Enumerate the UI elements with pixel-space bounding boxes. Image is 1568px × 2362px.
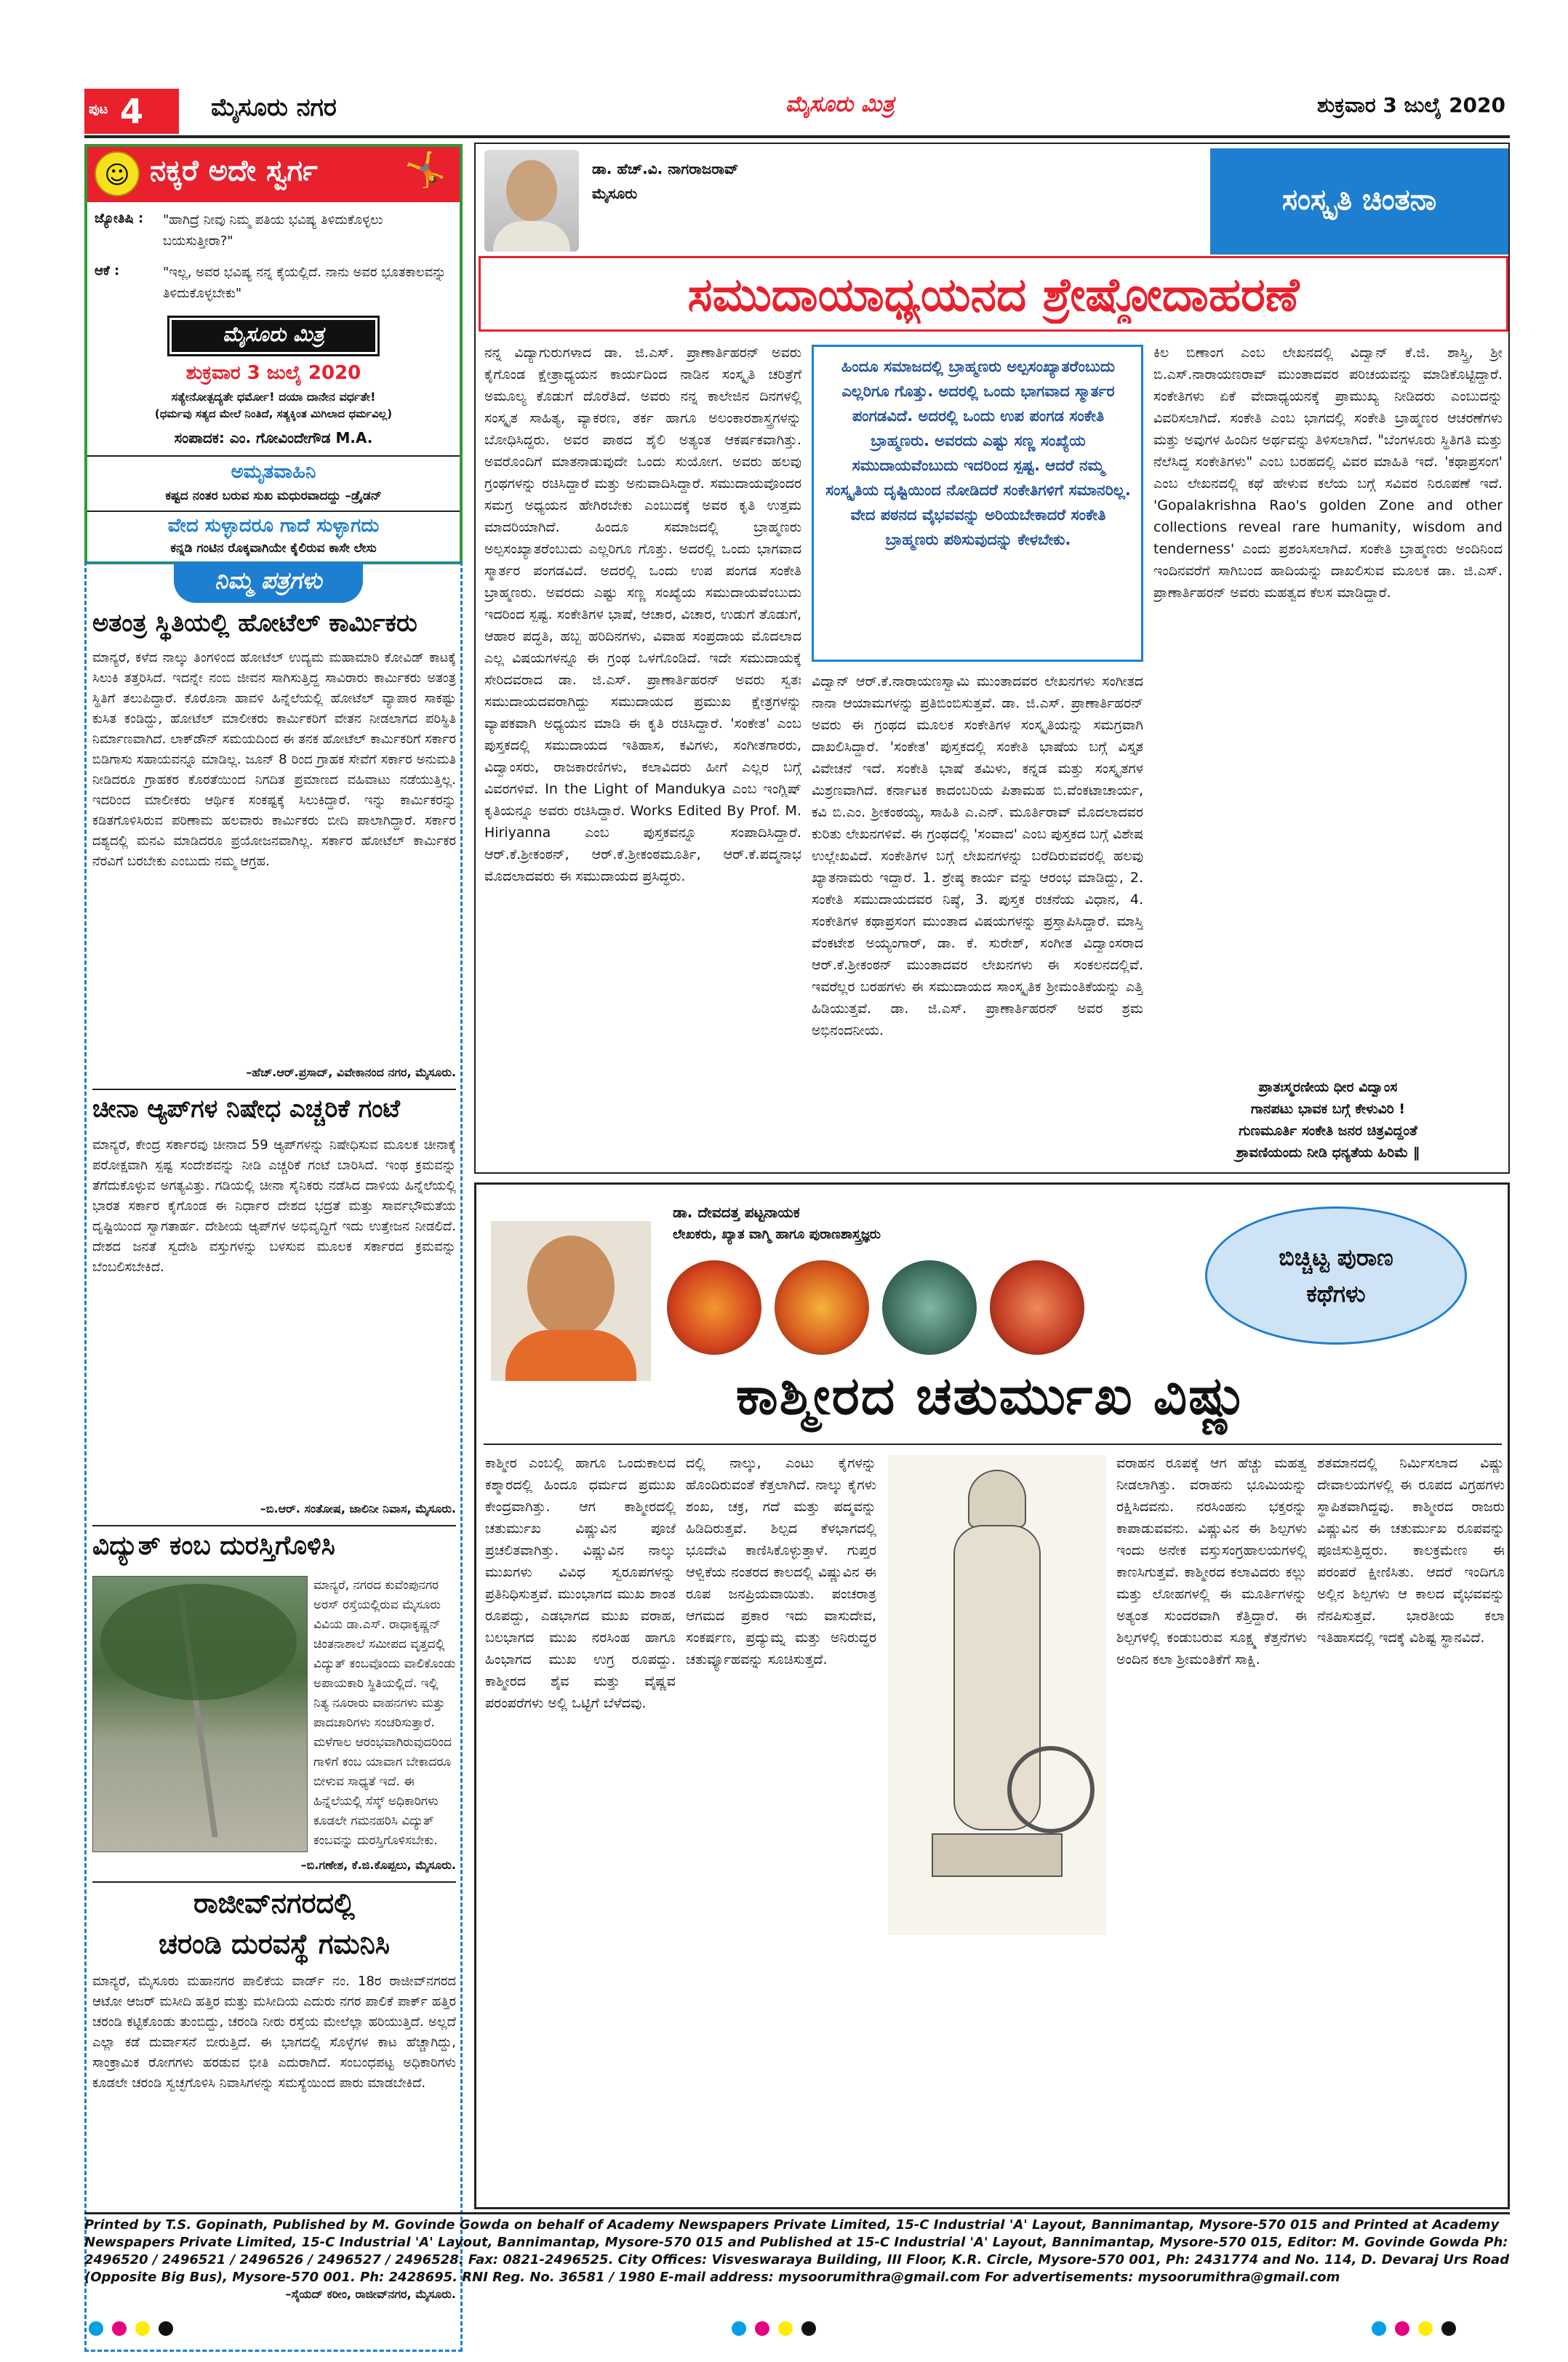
- verse-line-2: ಗಾನಪಟು ಭಾವಕ ಬಗ್ಗೆ ಕೇಳುವಿರಿ !: [1250, 1101, 1406, 1117]
- joke-title-banner: [87, 147, 460, 202]
- sanskriti-article: [474, 143, 1510, 1174]
- letter-4-headline-1: ರಾಜೀವ್‌ನಗರದಲ್ಲಿ: [193, 1887, 355, 1919]
- letter-2-headline: ಚೀನಾ ಆ್ಯಪ್‌ಗಳ ನಿಷೇಧ ಎಚ್ಚರಿಕೆ ಗಂಟೆ: [92, 1094, 400, 1124]
- letter-4-signature: –ಸೈಯದ್ ಕರೀಂ, ರಾಜೀವ್‌ನಗರ, ಮೈಸೂರು.: [285, 2287, 456, 2301]
- page-label: ಪುಟ: [89, 102, 108, 117]
- deity-mask-4: [990, 1260, 1084, 1355]
- letters-section: [84, 561, 463, 2352]
- magenta-dot: [1395, 2321, 1409, 2336]
- letter-3-signature: –ಬಿ.ಗಣೇಶ, ಕೆ.ಜಿ.ಕೊಪ್ಪಲು, ಮೈಸೂರು.: [300, 1858, 456, 1872]
- letter-2-signature: –ಬಿ.ಆರ್. ಸಂತೋಷ, ಜಾಲಿನೀ ನಿವಾಸ, ಮೈಸೂರು.: [260, 1502, 456, 1516]
- registration-dots-right: [1367, 2321, 1513, 2342]
- sanskriti-col-3: ಕಿಲ ಬಿಣಾಂಗ ಎಂಬ ಲೇಖನದಲ್ಲಿ ವಿದ್ವಾನ್ ಕೆ.ಜಿ. ಶಾಸ್ತ್ರಿ, ಶ್ರೀ ಬಿ.ಎಸ್.ನಾರಾಯಣರಾವ್ ಮುಂತಾದವರ ಪರಿಚಯವನ್ನು ಮಾಡಿಕೊಟ್ಟಿದ್ದಾರೆ. ಸಂಕೇತಿಗಳು ಏಕೆ ವೇದಾಧ್ಯಯನಕ್ಕೆ ಪ್ರಾಮುಖ್ಯ ನೀಡಿದರು ಎಂಬುದನ್ನು ವಿವರಿಸಲಾಗಿದೆ. ಸಂಕೇತಿ ಎಂಬ ಭಾಗದಲ್ಲಿ ಸಂಕೇತಿ ಬ್ರಾಹ್ಮಣರ ಆಚರಣೆಗಳು ಮತ್ತು ಅವುಗಳ ಹಿಂದಿನ ಅರ್ಥವನ್ನು ತಿಳಿಸಲಾಗಿದೆ. "ಬೆಂಗಳೂರು ಸ್ಥಿತಿಗತಿ ಮತ್ತು ನೆಲೆಸಿದ್ದ ಸಂಕೇತಿಗಳು" ಎಂಬ ಬರಹದಲ್ಲಿ ವಿವರ ಮಾಹಿತಿ ಇದೆ. 'ಕಥಾಪ್ರಸಂಗ' ಎಂಬ ಲೇಖನದಲ್ಲಿ ಕಥೆ ಹೇಳುವ ಕಲೆಯ ಬಗ್ಗೆ ಸವಿವರ ನಿರೂಪಣೆ ಇದೆ. 'Gopalakrishna Rao's golden Zone and other collections reveal rare humanity, wisdom and tenderness' ಎಂದು ಪ್ರಶಂಸಿಸಲಾಗಿದೆ. ಸಂಕೇತಿ ಬ್ರಾಹ್ಮಣರು ಅಂದಿನಿಂದ ಇಂದಿನವರೆಗೆ ಸಾಗಿಬಂದ ಹಾದಿಯನ್ನು ದಾಖಲಿಸುವ ಮೂಲಕ ಡಾ. ಜಿ.ಎಸ್. ಪ್ರಾಣಾರ್ತಿಹರನ್ ಅವರು ಮಹತ್ವದ ಕೆಲಸ ಮಾಡಿದ್ದಾರೆ.: [1153, 345, 1503, 601]
- joke-divider-2: [87, 511, 460, 512]
- author-name: ಡಾ. ಹೆಚ್.ವಿ. ನಾಗರಾಜರಾವ್: [592, 160, 739, 177]
- veda-text: ಕನ್ನಡಿ ಗಂಟಿನ ರೊಕ್ಕವಾಗಿಯೇ ಕೈಲಿರುವ ಕಾಸೇ ಲೇಸು: [170, 541, 377, 556]
- letter-2-body: ಮಾನ್ಯರೆ, ಕೇಂದ್ರ ಸರ್ಕಾರವು ಚೀನಾದ 59 ಆ್ಯಪ್‌ಗಳನ್ನು ನಿಷೇಧಿಸುವ ಮೂಲಕ ಚೀನಾಕ್ಕೆ ಪರೋಕ್ಷವಾಗಿ ಸ್ಪಷ್ಟ ಸಂದೇಶವನ್ನು ನೀಡಿ ಎಚ್ಚರಿಕೆ ಗಂಟೆ ಬಾರಿಸಿದೆ. ಇಂಥ ಕ್ರಮವನ್ನು ತೆಗೆದುಕೊಳ್ಳುವ ಅಗತ್ಯವಿತ್ತು. ಗಡಿಯಲ್ಲಿ ಚೀನಾ ಸೈನಿಕರು ನಡೆಸಿದ ದಾಳಿಯ ಹಿನ್ನೆಲೆಯಲ್ಲಿ ಭಾರತ ಸರ್ಕಾರ ಕೈಗೊಂಡ ಈ ನಿರ್ಧಾರ ದೇಶದ ಭದ್ರತೆ ಮತ್ತು ಸಾರ್ವಭೌಮತೆಯ ದೃಷ್ಟಿಯಿಂದ ಸ್ವಾಗತಾರ್ಹ. ದೇಶೀಯ ಆ್ಯಪ್‌ಗಳ ಅಭಿವೃದ್ಧಿಗೆ ಇದು ಉತ್ತೇಜನ ನೀಡಲಿದೆ. ದೇಶದ ಜನತೆ ಸ್ವದೇಶಿ ವಸ್ತುಗಳನ್ನು ಬಳಸುವ ಮೂಲಕ ಸರ್ಕಾರದ ಕ್ರಮವನ್ನು ಬೆಂಬಲಿಸಬೇಕಿದೆ.: [92, 1137, 456, 1275]
- purana-author-head-shape: [527, 1236, 615, 1337]
- masthead-box-logo-text: ಮೈಸೂರು ಮಿತ್ರ: [223, 322, 324, 346]
- masthead-box-logo: [167, 316, 380, 356]
- letter-1-signature: –ಹೆಚ್.ಆರ್.ಪ್ರಸಾದ್, ವಿವೇಕಾನಂದ ನಗರ, ಮೈಸೂರು.: [246, 1065, 456, 1079]
- joke-q-label: ಜ್ಯೋತಿಷಿ :: [95, 211, 144, 226]
- footer-rule: [84, 2212, 1510, 2214]
- letter-1-body: ಮಾನ್ಯರೆ, ಕಳೆದ ನಾಲ್ಕು ತಿಂಗಳಿಂದ ಹೋಟೆಲ್ ಉದ್ಯಮ ಮಹಾಮಾರಿ ಕೋವಿಡ್ ಕಾಟಕ್ಕೆ ಸಿಲುಕಿ ತತ್ತರಿಸಿದೆ. ಇದನ್ನೇ ನಂಬಿ ಜೀವನ ಸಾಗಿಸುತ್ತಿದ್ದ ಸಾವಿರಾರು ಕಾರ್ಮಿಕರು ಅತಂತ್ರ ಸ್ಥಿತಿಗೆ ತಲುಪಿದ್ದಾರೆ. ಕೊರೊನಾ ಹಾವಳಿ ಹಿನ್ನೆಲೆಯಲ್ಲಿ ಹೋಟೆಲ್ ವ್ಯಾಪಾರ ಸಾಕಷ್ಟು ಕುಸಿತ ಕಂಡಿದ್ದು, ಹೋಟೆಲ್ ಮಾಲೀಕರು ಕಾರ್ಮಿಕರಿಗೆ ವೇತನ ನೀಡಲಾಗದ ಪರಿಸ್ಥಿತಿ ನಿರ್ಮಾಣವಾಗಿದೆ. ಲಾಕ್‌ಡೌನ್ ಸಮಯದಿಂದ ಈ ತನಕ ಹೋಟೆಲ್ ಕಾರ್ಮಿಕರಿಗೆ ಸರ್ಕಾರ ಬಿಡಿಗಾಸು ಸಹಾಯವನ್ನೂ ಮಾಡಿಲ್ಲ. ಜೂನ್ 8 ರಿಂದ ಗ್ರಾಹಕ ಸೇವೆಗೆ ಸರ್ಕಾರ ಅನುಮತಿ ನೀಡಿದರೂ ಗ್ರಾಹಕರ ಕೊರತೆಯಿಂದ ನಿಗದಿತ ಪ್ರಮಾಣದ ವಹಿವಾಟು ನಡೆಯುತ್ತಿಲ್ಲ. ಇದರಿಂದ ಮಾಲೀಕರು ಆರ್ಥಿಕ ಸಂಕಷ್ಟಕ್ಕೆ ಸಿಲುಕಿದ್ದಾರೆ. ಇನ್ನು ಕಾರ್ಮಿಕರನ್ನು ಕಡಿತಗೊಳಿಸಿರುವ ಪರಿಣಾಮ ಹಲವಾರು ಕಾರ್ಮಿಕರು ಬೀದಿ ಪಾಲಾಗಿದ್ದಾರೆ. ಸರ್ಕಾರ ದಶ್ಯದಲ್ಲಿ ಮನವಿ ಮಾಡಿದರೂ ಪ್ರಯೋಜನವಾಗಿಲ್ಲ. ಸರ್ಕಾರ ಹೋಟೆಲ್ ಕಾರ್ಮಿಕರ ನೆರವಿಗೆ ಬರಬೇಕು ಎಂಬುದು ನಮ್ಮ ಆಗ್ರಹ.: [92, 650, 456, 869]
- column-title-band: [1210, 148, 1508, 255]
- purana-col-2: ದಲ್ಲಿ ನಾಲ್ಕು, ಎಂಟು ಕೈಗಳನ್ನು ಹೊಂದಿರುವಂತೆ ಕೆತ್ತಲಾಗಿದೆ. ನಾಲ್ಕು ಕೈಗಳು ಶಂಖ, ಚಕ್ರ, ಗದೆ ಮತ್ತು ಪದ್ಮವನ್ನು ಹಿಡಿದಿರುತ್ತವೆ. ಶಿಲ್ಪದ ಕೆಳಭಾಗದಲ್ಲಿ ಭೂದೇವಿ ಕಾಣಿಸಿಕೊಳ್ಳುತ್ತಾಳೆ. ಗುಪ್ತರ ಆಳ್ವಿಕೆಯ ನಂತರದ ಕಾಲದಲ್ಲಿ ವಿಷ್ಣುವಿನ ಈ ರೂಪ ಜನಪ್ರಿಯವಾಯಿತು. ಪಂಚರಾತ್ರ ಆಗಮದ ಪ್ರಕಾರ ಇದು ವಾಸುದೇವ, ಸಂಕರ್ಷಣ, ಪ್ರದ್ಯುಮ್ನ ಮತ್ತು ಅನಿರುದ್ಧರ ಚತುರ್ವ್ಯೂಹವನ್ನು ಸೂಚಿಸುತ್ತದೆ.: [686, 1455, 876, 1668]
- masthead-motto-meaning: (ಧರ್ಮವು ಸತ್ಯದ ಮೇಲೆ ನಿಂತಿದೆ, ಸತ್ಯಕ್ಕಿಂತ ಮಿಗಿಲಾದ ಧರ್ಮವಿಲ್ಲ): [154, 407, 393, 420]
- letters-divider-2: [92, 1525, 456, 1526]
- sanskriti-headline: ಸಮುದಾಯಾಧ್ಯಯನದ ಶ್ರೇಷ್ಠೋದಾಹರಣೆ: [687, 268, 1300, 322]
- letters-divider-3: [92, 1881, 456, 1883]
- deity-mask-1: [667, 1260, 761, 1355]
- tree-canopy-shape: [100, 1584, 297, 1700]
- headline-band: [479, 256, 1508, 332]
- black-dot: [1441, 2321, 1456, 2336]
- purana-headline: ಕಾಶ್ಮೀರದ ಚತುರ್ಮುಖ ವಿಷ್ಣು: [735, 1365, 1250, 1426]
- purana-author-name: ಡಾ. ದೇವದತ್ತ ಪಟ್ಟನಾಯಕ: [673, 1204, 800, 1221]
- letters-divider-1: [92, 1089, 456, 1090]
- purana-badge-line-1: ಬಿಚ್ಚಿಟ್ಟ ಪುರಾಣ: [1279, 1244, 1393, 1271]
- registration-dots-left: [84, 2321, 230, 2342]
- joke-a-label: ಆಕೆ :: [95, 263, 120, 279]
- letter-4-headline-2: ಚರಂಡಿ ದುರವಸ್ಥೆ ಗಮನಿಸಿ: [159, 1928, 390, 1960]
- letters-title-banner: [174, 562, 363, 603]
- section-title: ಮೈಸೂರು ನಗರ: [211, 93, 337, 122]
- verse-line-3: ಗುಣಮೂರ್ತಿ ಸಂಕೇತಿ ಜನರ ಚಿತ್ರವಿದ್ದಂತೆ: [1239, 1123, 1417, 1139]
- sculpture-crown-shape: [968, 1470, 1026, 1528]
- purana-badge-line-2: ಕಥೆಗಳು: [1306, 1280, 1366, 1308]
- author-body-shape: [493, 221, 570, 252]
- letter-3-body: ಮಾನ್ಯರೆ, ನಗರದ ಕುವೆಂಪುನಗರ ಅರಸ್ ರಸ್ತೆಯಲ್ಲಿರುವ ಮೈಸೂರು ವಿವಿಯ ಡಾ.ಎಸ್. ರಾಧಾಕೃಷ್ಣನ್ ಚಿಂತನಾಶಾಲೆ ಸಮೀಪದ ವೃತ್ತದಲ್ಲಿ ವಿದ್ಯುತ್ ಕಂಬವೊಂದು ವಾಲಿಕೊಂಡು ಅಪಾಯಕಾರಿ ಸ್ಥಿತಿಯಲ್ಲಿದೆ. ಇಲ್ಲಿ ನಿತ್ಯ ನೂರಾರು ವಾಹನಗಳು ಮತ್ತು ಪಾದಚಾರಿಗಳು ಸಂಚರಿಸುತ್ತಾರೆ. ಮಳೆಗಾಲ ಆರಂಭವಾಗಿರುವುದರಿಂದ ಗಾಳಿಗೆ ಕಂಬ ಯಾವಾಗ ಬೇಕಾದರೂ ಬೀಳುವ ಸಾಧ್ಯತೆ ಇದೆ. ಈ ಹಿನ್ನೆಲೆಯಲ್ಲಿ ಸೆಸ್ಕ್ ಅಧಿಕಾರಿಗಳು ಕೂಡಲೇ ಗಮನಹರಿಸಿ ವಿದ್ಯುತ್ ಕಂಬವನ್ನು ದುರಸ್ತಿಗೊಳಿಸಬೇಕು.: [313, 1578, 456, 1848]
- author-place: ಮೈಸೂರು: [592, 185, 638, 202]
- amrita-title: ಅಮೃತವಾಹಿನಿ: [231, 461, 316, 483]
- joke-divider: [87, 455, 460, 457]
- letters-title: ನಿಮ್ಮ ಪತ್ರಗಳು: [215, 567, 322, 594]
- magenta-dot: [112, 2321, 127, 2336]
- author-head-shape: [506, 160, 557, 221]
- header-rule: [84, 135, 1510, 138]
- veda-title: ವೇದ ಸುಳ್ಳಾದರೂ ಗಾದೆ ಸುಳ್ಳಾಗದು: [167, 515, 380, 537]
- joke-title: ನಕ್ಕರೆ ಅದೇ ಸ್ವರ್ಗ: [150, 154, 318, 188]
- page-number-badge: [84, 89, 179, 134]
- registration-dots-center: [727, 2321, 873, 2342]
- yellow-dot: [1418, 2321, 1433, 2336]
- sculpture-wheel-shape: [1007, 1746, 1095, 1833]
- letter-1-headline: ಅತಂತ್ರ ಸ್ಥಿತಿಯಲ್ಲಿ ಹೋಟೆಲ್ ಕಾರ್ಮಿಕರು: [92, 609, 417, 638]
- vishnu-sculpture-illustration: [888, 1455, 1106, 1935]
- amrita-text: ಕಷ್ಟದ ನಂತರ ಬರುವ ಸುಖ ಮಧುರವಾದದ್ದು –ಡ್ರೈಡನ್: [165, 489, 382, 503]
- page-number: 4: [119, 92, 143, 131]
- black-dot: [159, 2321, 173, 2336]
- yellow-dot: [778, 2321, 793, 2336]
- masthead-box-date: ಶುಕ್ರವಾರ 3 ಜುಲೈ 2020: [185, 362, 361, 384]
- deity-mask-2: [775, 1260, 869, 1355]
- footer-imprint: Printed by T.S. Gopinath, Published by M. Govinde Gowda on behalf of Academy Newspapers Private Limited, 15-C Industrial 'A' Layout, Bannimantap, Mysore-570 015 and Printed at Academy Newspapers Private Limited, 15-C Industrial 'A' Layout, Bannimantap, Mysore-570 015 and Published at 15-C Industrial 'A' Layout, Bannimantap, Mysore-570 015, Editor: M. Govinde Gowda Ph: 2496520 / 2496521 / 2496526 / 2496527 / 2496528. Fax: 0821-2496525. City Offices: Visveswaraya Building, III Floor, K.R. Circle, Mysore-570 001, Ph: 2431774 and No. 114, D. Devaraj Urs Road (Opposite Big Bus), Mysore-570 001. Ph: 2428695. RNI Reg. No. 36581 / 1980 E-mail address: mysoorumithra@gmail.com For advertisements: mysoorumithra@gmail.com: [84, 2217, 1510, 2285]
- magenta-dot: [755, 2321, 769, 2336]
- deity-mask-3: [882, 1260, 977, 1355]
- issue-date: ಶುಕ್ರವಾರ 3 ಜುಲೈ 2020: [1316, 93, 1505, 117]
- sanskriti-col-1: ನನ್ನ ವಿದ್ಯಾಗುರುಗಳಾದ ಡಾ. ಜಿ.ಎಸ್. ಪ್ರಾಣಾರ್ತಿಹರನ್ ಅವರು ಕೈಗೊಂಡ ಕ್ಷೇತ್ರಾಧ್ಯಯನ ಕಾರ್ಯದಿಂದ ನಾಡಿನ ಸಂಸ್ಕೃತಿ ಚರಿತ್ರೆಗೆ ಅಮೂಲ್ಯ ಕೊಡುಗೆ ದೊರೆತಿದೆ. ಅವರು ನನ್ನ ಕಾಲೇಜಿನ ದಿನಗಳಲ್ಲಿ ಸಂಸ್ಕೃತ ಸಾಹಿತ್ಯ, ವ್ಯಾಕರಣ, ತರ್ಕ ಹಾಗೂ ಅಲಂಕಾರಶಾಸ್ತ್ರಗಳನ್ನು ಬೋಧಿಸಿದ್ದರು. ಅವರ ಪಾಠದ ಶೈಲಿ ಅತ್ಯಂತ ಆಕರ್ಷಕವಾಗಿತ್ತು. ಅವರೊಂದಿಗೆ ಮಾತನಾಡುವುದೇ ಒಂದು ಸುಯೋಗ. ಅವರು ಹಲವು ಗ್ರಂಥಗಳನ್ನು ರಚಿಸಿದ್ದಾರೆ ಮತ್ತು ಅನುವಾದಿಸಿದ್ದಾರೆ. ಸಮುದಾಯವೊಂದರ ಸಮಗ್ರ ಅಧ್ಯಯನ ಹೇಗಿರಬೇಕು ಎಂಬುದಕ್ಕೆ ಅವರ ಕೃತಿ ಉತ್ತಮ ಮಾದರಿಯಾಗಿದೆ. ಹಿಂದೂ ಸಮಾಜದಲ್ಲಿ ಬ್ರಾಹ್ಮಣರು ಅಲ್ಪಸಂಖ್ಯಾತರೆಂಬುದು ಎಲ್ಲರಿಗೂ ಗೊತ್ತು. ಅದರಲ್ಲಿ ಒಂದು ಭಾಗವಾದ ಸ್ಮಾರ್ತರ ಪಂಗಡವಿದೆ. ಅದರಲ್ಲಿ ಒಂದು ಉಪ ಪಂಗಡ ಸಂಕೇತಿ ಬ್ರಾಹ್ಮಣರು. ಅವರದು ಎಷ್ಟು ಸಣ್ಣ ಸಂಖ್ಯೆಯ ಸಮುದಾಯವೆಂಬುದು ಇದರಿಂದ ಸ್ಪಷ್ಟ. ಸಂಕೇತಿಗಳ ಭಾಷೆ, ಆಚಾರ, ವಿಚಾರ, ಉಡುಗೆ ತೊಡುಗೆ, ಆಹಾರ ಪದ್ಧತಿ, ಹಬ್ಬ ಹರಿದಿನಗಳು, ವಿವಾಹ ಸಂಪ್ರದಾಯ ಮೊದಲಾದ ಎಲ್ಲ ವಿಷಯಗಳನ್ನೂ ಈ ಗ್ರಂಥ ಒಳಗೊಂಡಿದೆ. ಇದೇ ಸಮುದಾಯಕ್ಕೆ ಸೇರಿದವರಾದ ಡಾ. ಜಿ.ಎಸ್. ಪ್ರಾಣಾರ್ತಿಹರನ್ ಅವರು ಸ್ವತಃ ಸಮುದಾಯದವರಾಗಿದ್ದು ಸಮುದಾಯದ ಪ್ರಮುಖ ಕ್ಷೇತ್ರಗಳನ್ನು ವ್ಯಾಪಕವಾಗಿ ಅಧ್ಯಯನ ಮಾಡಿ ಈ ಕೃತಿ ರಚಿಸಿದ್ದಾರೆ. 'ಸಂಕೇತ' ಎಂಬ ಪುಸ್ತಕದಲ್ಲಿ ಸಮುದಾಯದ ಇತಿಹಾಸ, ಕವಿಗಳು, ಸಂಗೀತಗಾರರು, ವಿದ್ವಾಂಸರು, ರಾಜಕಾರಣಿಗಳು, ಕಲಾವಿದರು ಹೀಗೆ ಎಲ್ಲರ ಬಗ್ಗೆ ವಿವರಗಳಿವೆ. In the Light of Mandukya ಎಂಬ ಇಂಗ್ಲಿಷ್ ಕೃತಿಯನ್ನೂ ಅವರು ರಚಿಸಿದ್ದಾರೆ. Works Edited By Prof. M. Hiriyanna ಎಂಬ ಪುಸ್ತಕವನ್ನೂ ಸಂಪಾದಿಸಿದ್ದಾರೆ. ಆರ್.ಕೆ.ಶ್ರೀಕಂಠನ್, ಆರ್.ಕೆ.ಶ್ರೀಕಂಠಮೂರ್ತಿ, ಆರ್.ಕೆ.ಪದ್ಮನಾಭ ಮೊದಲಾದವರು ಈ ಸಮುದಾಯದ ಪ್ರಸಿದ್ಧರು.: [484, 345, 801, 884]
- joke-a-text: "ಇಲ್ಲ, ಅವರ ಭವಿಷ್ಯ ನನ್ನ ಕೈಯಲ್ಲಿದೆ. ನಾನು ಅವರ ಭೂತಕಾಲವನ್ನು ತಿಳಿದುಕೊಳ್ಳಬೇಕು": [163, 265, 447, 301]
- column-title: ಸಂಸ್ಕೃತಿ ಚಿಂತನಾ: [1281, 183, 1437, 217]
- joke-box: [84, 144, 463, 564]
- purana-author-role: ಲೇಖಕರು, ಖ್ಯಾತ ವಾಗ್ಮಿ ಹಾಗೂ ಪುರಾಣಶಾಸ್ತ್ರಜ್ಞರು: [673, 1227, 881, 1242]
- editor-line: ಸಂಪಾದಕ: ಎಂ. ಗೋವಿಂದೇಗೌಡ M.A.: [174, 429, 373, 447]
- pullquote-box: [812, 345, 1143, 662]
- purana-author-photo: [491, 1221, 651, 1381]
- purana-col-3: ವರಾಹನ ರೂಪಕ್ಕೆ ಆಗ ಹೆಚ್ಚು ಮಹತ್ವ ನೀಡಲಾಗಿತ್ತು. ವರಾಹನು ಭೂಮಿಯನ್ನು ರಕ್ಷಿಸಿದವನು. ನರಸಿಂಹನು ಭಕ್ತರನ್ನು ಕಾಪಾಡುವವನು. ವಿಷ್ಣುವಿನ ಈ ಶಿಲ್ಪಗಳು ಇಂದು ಅನೇಕ ವಸ್ತುಸಂಗ್ರಹಾಲಯಗಳಲ್ಲಿ ಕಾಣಸಿಗುತ್ತವೆ. ಕಾಶ್ಮೀರದ ಕಲಾವಿದರು ಕಲ್ಲು ಮತ್ತು ಲೋಹಗಳಲ್ಲಿ ಈ ಮೂರ್ತಿಗಳನ್ನು ಅತ್ಯಂತ ಸುಂದರವಾಗಿ ಕೆತ್ತಿದ್ದಾರೆ. ಈ ಶಿಲ್ಪಗಳಲ್ಲಿ ಕಂಡುಬರುವ ಸೂಕ್ಷ್ಮ ಕೆತ್ತನೆಗಳು ಅಂದಿನ ಕಲಾ ಶ್ರೀಮಂತಿಕೆಗೆ ಸಾಕ್ಷಿ.: [1116, 1455, 1307, 1668]
- letter-3-headline: ವಿದ್ಯುತ್ ಕಂಬ ದುರಸ್ತಿಗೊಳಿಸಿ: [92, 1531, 335, 1561]
- sanskriti-col-2: ವಿದ್ವಾನ್ ಆರ್.ಕೆ.ನಾರಾಯಣಸ್ವಾಮಿ ಮುಂತಾದವರ ಲೇಖನಗಳು ಸಂಗೀತದ ನಾನಾ ಆಯಾಮಗಳನ್ನು ಪ್ರತಿಬಿಂಬಿಸುತ್ತವೆ. ಡಾ. ಜಿ.ಎಸ್. ಪ್ರಾಣಾರ್ತಿಹರನ್ ಅವರು ಈ ಗ್ರಂಥದ ಮೂಲಕ ಸಂಕೇತಿಗಳ ಸಂಸ್ಕೃತಿಯನ್ನು ಸಮಗ್ರವಾಗಿ ದಾಖಲಿಸಿದ್ದಾರೆ. 'ಸಂಕೇತ' ಪುಸ್ತಕದಲ್ಲಿ ಸಂಕೇತಿ ಭಾಷೆಯ ಬಗ್ಗೆ ವಿಸ್ತೃತ ವಿವೇಚನೆ ಇದೆ. ಸಂಕೇತಿ ಭಾಷೆ ತಮಿಳು, ಕನ್ನಡ ಮತ್ತು ಸಂಸ್ಕೃತಗಳ ಮಿಶ್ರಣವಾಗಿದೆ. ಕರ್ನಾಟಕ ಕಾದಂಬರಿಯ ಪಿತಾಮಹ ಬಿ.ವೆಂಕಟಾಚಾರ್ಯ, ಕವಿ ಬಿ.ಎಂ. ಶ್ರೀಕಂಠಯ್ಯ, ಸಾಹಿತಿ ಎ.ಎನ್. ಮೂರ್ತಿರಾವ್ ಮೊದಲಾದವರ ಕುರಿತು ಲೇಖನಗಳಿವೆ. ಈ ಗ್ರಂಥದಲ್ಲಿ 'ಸಂವಾದ' ಎಂಬ ಪುಸ್ತಕದ ಬಗ್ಗೆ ವಿಶೇಷ ಉಲ್ಲೇಖವಿದೆ. ಸಂಕೇತಿಗಳ ಬಗ್ಗೆ ಲೇಖನಗಳನ್ನು ಬರೆದಿರುವವರಲ್ಲಿ ಹಲವು ಖ್ಯಾತನಾಮರು ಇದ್ದಾರೆ. 1. ಶ್ರೇಷ್ಠ ಕಾರ್ಯ ವನ್ನು ಆರಂಭ ಮಾಡಿದ್ದು, 2. ಸಂಕೇತಿ ಸಮುದಾಯದವರ ನಿಷ್ಠೆ, 3. ಪುಸ್ತಕ ರಚನೆಯ ವಿಧಾನ, 4. ಸಂಕೇತಿಗಳ ಕಥಾಪ್ರಸಂಗ ಮುಂತಾದ ವಿಷಯಗಳನ್ನು ಪ್ರಸ್ತಾಪಿಸಿದ್ದಾರೆ. ಮಾಸ್ತಿ ವೆಂಕಟೇಶ ಅಯ್ಯಂಗಾರ್, ಡಾ. ಕೆ. ಸುರೇಶ್, ಸಂಗೀತ ವಿದ್ವಾಂಸರಾದ ಆರ್.ಕೆ.ಶ್ರೀಕಂಠನ್ ಮುಂತಾದವರ ಲೇಖನಗಳು ಈ ಸಂಕಲನದಲ್ಲಿವೆ. ಇವರೆಲ್ಲರ ಬರಹಗಳು ಈ ಸಮುದಾಯದ ಸಾಂಸ್ಕೃತಿಕ ಶ್ರೀಮಂತಿಕೆಯನ್ನು ಎತ್ತಿ ಹಿಡಿಯುತ್ತವೆ. ಡಾ. ಜಿ.ಎಸ್. ಪ್ರಾಣಾರ್ತಿಹರನ್ ಅವರ ಶ್ರಮ ಅಭಿನಂದನೀಯ.: [812, 673, 1143, 1038]
- cyan-dot: [89, 2321, 103, 2336]
- purana-col-1: ಕಾಶ್ಮೀರ ಎಂಬಲ್ಲಿ ಹಾಗೂ ಒಂದುಕಾಲದ ಕಶ್ಮಾರದಲ್ಲಿ ಹಿಂದೂ ಧರ್ಮದ ಪ್ರಮುಖ ಕೇಂದ್ರವಾಗಿತ್ತು. ಆಗ ಕಾಶ್ಮೀರದಲ್ಲಿ ಚತುರ್ಮುಖ ವಿಷ್ಣುವಿನ ಪೂಜೆ ಪ್ರಚಲಿತವಾಗಿತ್ತು. ವಿಷ್ಣುವಿನ ನಾಲ್ಕು ಮುಖಗಳು ವಿವಿಧ ಸ್ವರೂಪಗಳನ್ನು ಪ್ರತಿನಿಧಿಸುತ್ತವೆ. ಮುಂಭಾಗದ ಮುಖ ಶಾಂತ ರೂಪದ್ದು, ಎಡಭಾಗದ ಮುಖ ವರಾಹ, ಬಲಭಾಗದ ಮುಖ ನರಸಿಂಹ ಹಾಗೂ ಹಿಂಭಾಗದ ಮುಖ ಉಗ್ರ ರೂಪದ್ದು. ಕಾಶ್ಮೀರದ ಶೈವ ಮತ್ತು ವೈಷ್ಣವ ಪರಂಪರೆಗಳು ಅಲ್ಲಿ ಒಟ್ಟಿಗೆ ಬೆಳೆದವು.: [485, 1455, 676, 1711]
- yellow-dot: [135, 2321, 150, 2336]
- purana-headline-rule: [484, 1444, 1502, 1445]
- verse-line-4: ಶ್ರಾವಣಿಯಂದು ನೀಡಿ ಧನ್ಯತೆಯ ಹಿರಿಮೆ ‖: [1236, 1145, 1420, 1161]
- purana-badge: [1205, 1206, 1467, 1345]
- cyan-dot: [732, 2321, 746, 2336]
- verse-line-1: ಪ್ರಾತಃಸ್ಮರಣೀಯ ಧೀರ ವಿದ್ವಾಂಸ: [1258, 1079, 1398, 1095]
- letter-4-body: ಮಾನ್ಯರೆ, ಮೈಸೂರು ಮಹಾನಗರ ಪಾಲಿಕೆಯ ವಾರ್ಡ್ ನಂ. 18ರ ರಾಜೀವ್‌ನಗರದ ಆಟೋ ಆಜರ್ ಮಸೀದಿ ಹತ್ತಿರ ಮತ್ತು ಮಸೀದಿಯ ಎದುರು ನಗರ ಪಾಲಿಕೆ ಪಾರ್ಕ್ ಹತ್ತಿರ ಚರಂಡಿ ಕಟ್ಟಿಕೊಂಡು ತುಂಬಿದ್ದು, ಚರಂಡಿ ನೀರು ರಸ್ತೆಯ ಮೇಲೆಲ್ಲಾ ಹರಿಯುತ್ತಿದೆ. ಅಲ್ಲದೆ ಎಲ್ಲಾ ಕಡೆ ದುರ್ವಾಸನೆ ಬೀರುತ್ತಿದೆ. ಈ ಭಾಗದಲ್ಲಿ ಸೊಳ್ಳೆಗಳ ಕಾಟ ಹೆಚ್ಚಾಗಿದ್ದು, ಸಾಂಕ್ರಾಮಿಕ ರೋಗಗಳು ಹರಡುವ ಭೀತಿ ಎದುರಾಗಿದೆ. ಸಂಬಂಧಪಟ್ಟ ಅಧಿಕಾರಿಗಳು ಕೂಡಲೇ ಚರಂಡಿ ಸ್ವಚ್ಛಗೊಳಿಸಿ ನಿವಾಸಿಗಳನ್ನು ಸಮಸ್ಯೆಯಿಂದ ಪಾರು ಮಾಡಬೇಕಿದೆ.: [92, 1974, 456, 2091]
- laughing-face-icon: ☺: [95, 151, 140, 196]
- sculpture-base-shape: [932, 1833, 1063, 1877]
- masthead-motto: ಸತ್ಯೇನೋತ್ಪದ್ಯತೇ ಧರ್ಮೋ! ದಯಾ ದಾನೇನ ವರ್ಧತೇ!: [171, 390, 376, 404]
- masthead-logo: ಮೈಸೂರು ಮಿತ್ರ: [785, 92, 895, 117]
- joke-q-text: "ಹಾಗಿದ್ರೆ ನೀವು ನಿಮ್ಮ ಪತಿಯ ಭವಿಷ್ಯ ತಿಳಿದುಕೊಳ್ಳಲು ಬಯಸುತ್ತೀರಾ?": [163, 212, 383, 249]
- purana-col-4: ಶತಮಾನದಲ್ಲಿ ನಿರ್ಮಿಸಲಾದ ವಿಷ್ಣು ದೇವಾಲಯಗಳಲ್ಲಿ ಈ ರೂಪದ ವಿಗ್ರಹಗಳು ಸ್ಥಾಪಿತವಾಗಿದ್ದವು. ಕಾಶ್ಮೀರದ ರಾಜರು ವಿಷ್ಣುವಿನ ಈ ಚತುರ್ಮುಖ ರೂಪವನ್ನು ಪೂಜಿಸುತ್ತಿದ್ದರು. ಕಾಲಕ್ರಮೇಣ ಈ ಪರಂಪರೆ ಕ್ಷೀಣಿಸಿತು. ಆದರೆ ಇಂದಿಗೂ ಅಲ್ಲಿನ ಶಿಲ್ಪಗಳು ಆ ಕಾಲದ ವೈಭವವನ್ನು ನೆನಪಿಸುತ್ತವೆ. ಭಾರತೀಯ ಕಲಾ ಇತಿಹಾಸದಲ್ಲಿ ಇದಕ್ಕೆ ವಿಶಿಷ್ಟ ಸ್ಥಾನವಿದೆ.: [1317, 1455, 1505, 1646]
- cyan-dot: [1372, 2321, 1386, 2336]
- cartoon-figure-icon: 🤸: [404, 150, 447, 189]
- purana-article: [474, 1182, 1510, 2209]
- tree-street-photo: [92, 1576, 308, 1852]
- author-photo: [484, 150, 579, 252]
- pullquote-text: ಹಿಂದೂ ಸಮಾಜದಲ್ಲಿ ಬ್ರಾಹ್ಮಣರು ಅಲ್ಪಸಂಖ್ಯಾತರೆಂಬುದು ಎಲ್ಲರಿಗೂ ಗೊತ್ತು. ಅದರಲ್ಲಿ ಒಂದು ಭಾಗವಾದ ಸ್ಮಾರ್ತರ ಪಂಗಡವಿದೆ. ಅದರಲ್ಲಿ ಒಂದು ಉಪ ಪಂಗಡ ಸಂಕೇತಿ ಬ್ರಾಹ್ಮಣರು. ಅವರದು ಎಷ್ಟು ಸಣ್ಣ ಸಂಖ್ಯೆಯ ಸಮುದಾಯವೆಂಬುದು ಇದರಿಂದ ಸ್ಪಷ್ಟ. ಆದರೆ ನಮ್ಮ ಸಂಸ್ಕೃತಿಯ ದೃಷ್ಟಿಯಿಂದ ನೋಡಿದರೆ ಸಂಕೇತಿಗಳಿಗೆ ಸಮಾನರಿಲ್ಲ. ವೇದ ಪಠನದ ವೈಭವವನ್ನು ಅರಿಯಬೇಕಾದರೆ ಸಂಕೇತಿ ಬ್ರಾಹ್ಮಣರು ಪಠಿಸುವುದನ್ನು ಕೇಳಬೇಕು.: [825, 358, 1131, 548]
- black-dot: [801, 2321, 816, 2336]
